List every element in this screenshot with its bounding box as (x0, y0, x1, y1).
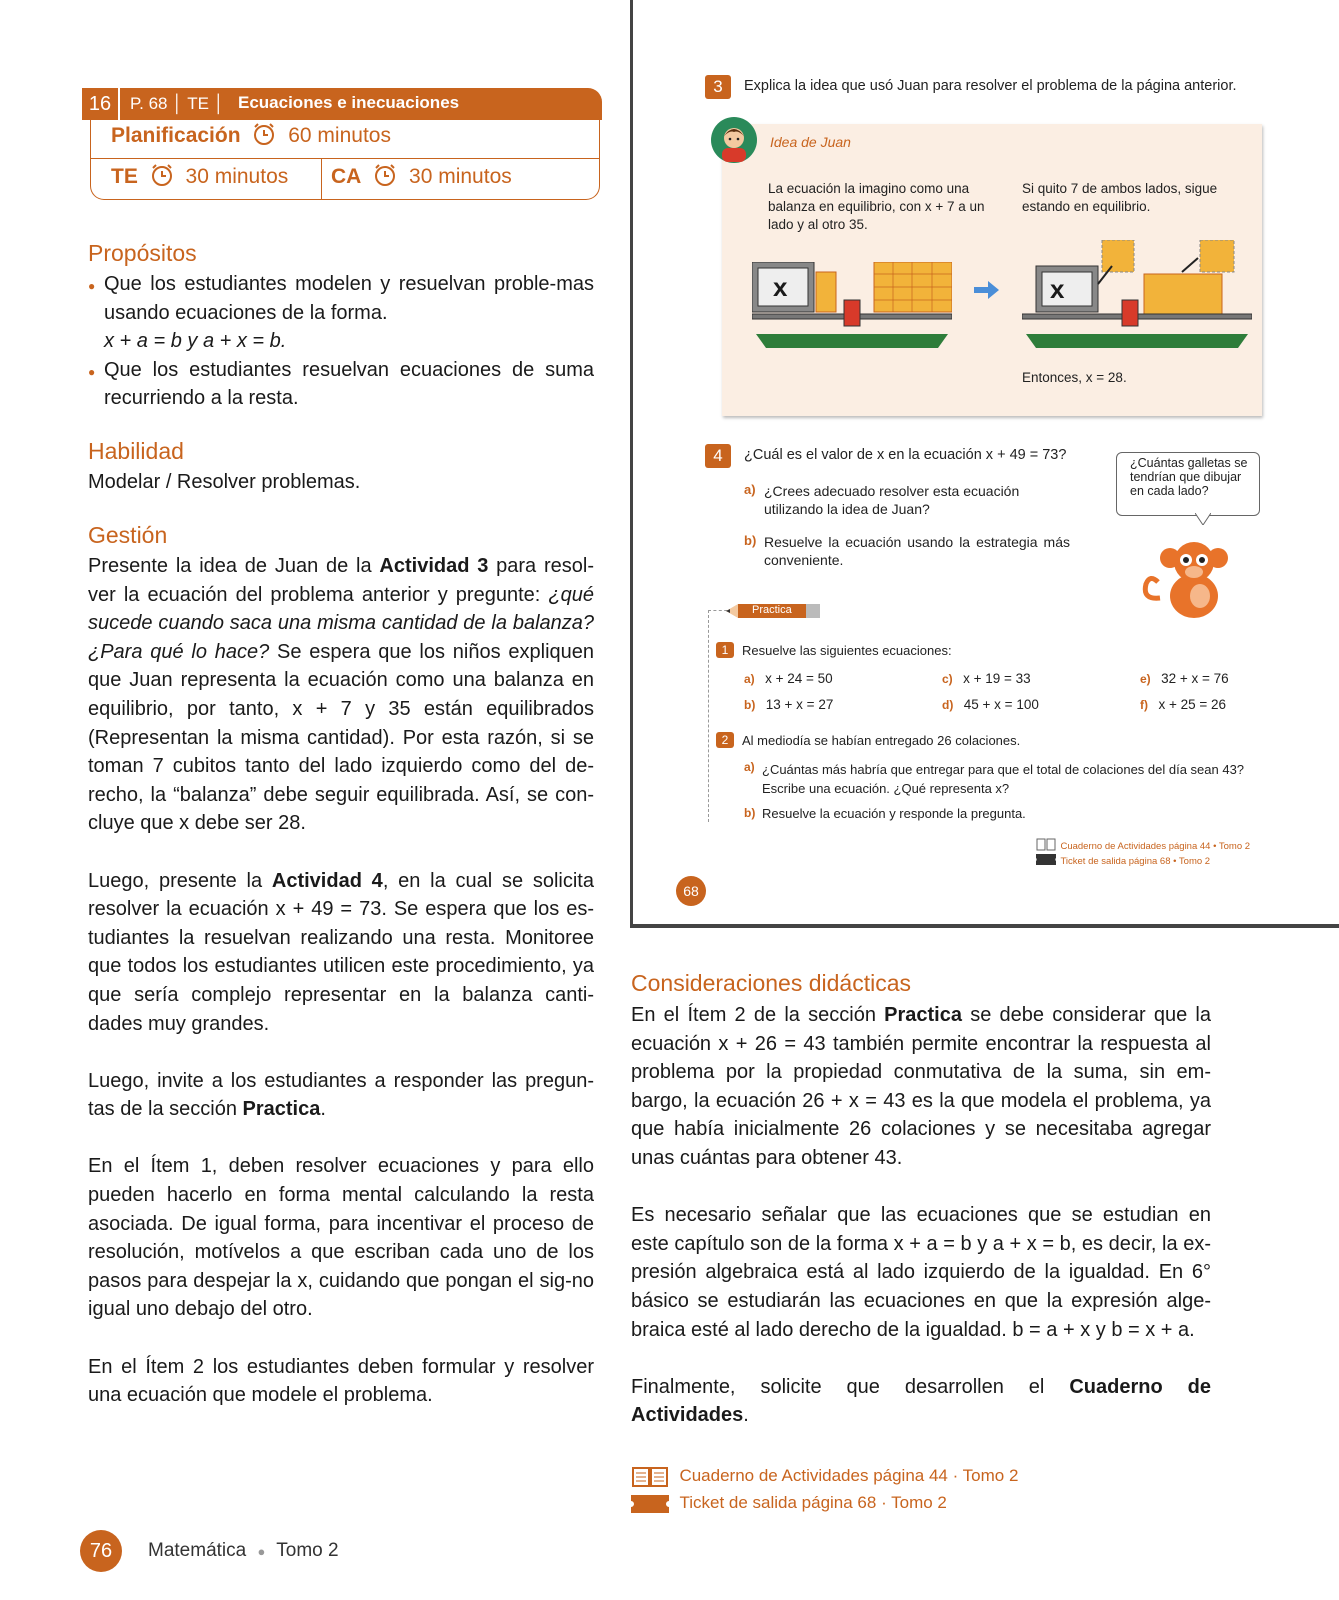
text: Se espera que los niños expliquen que Juan representa la ecuación como una balanza en equilibrio, por tanto, x + 7 y 35 están equilibrados (Representan la misma cantidad). Por esta razón, si se toman 7 cubitos tanto del lado izquierdo como del de-recho, la “balanza” debe seguir equilibrada. Así, se con-cluye que x debe ser 28. (88, 640, 594, 835)
reference-row (1036, 836, 1250, 851)
equation-item (942, 670, 1031, 688)
ticket-icon (1036, 854, 1056, 865)
equation-item (744, 696, 833, 714)
planning-row (111, 122, 391, 148)
ca-row (331, 163, 512, 189)
paragraph: En el Ítem 2 los estudiantes deben formular y resolver una ecuación que modele el problema. (88, 1355, 594, 1407)
equation-label: f) (1140, 698, 1148, 712)
planning-time: 60 minutos (288, 124, 391, 147)
lesson-number: 16 (82, 88, 120, 120)
arrow-right-icon (974, 280, 1000, 300)
equation-item (744, 670, 833, 688)
clock-icon (373, 163, 397, 187)
item-text: Resuelve la ecuación y responde la pregunta. (762, 806, 1026, 821)
activity-text: Explica la idea que usó Juan para resolver el problema de la página anterior. (744, 78, 1237, 94)
reference-row (1036, 851, 1250, 866)
te-time: 30 minutos (185, 165, 289, 188)
idea-right-text: Si quito 7 de ambos lados, sigue estando en equilibrio. (1022, 181, 1218, 214)
textbook-page-number: 68 (676, 876, 706, 906)
equation-label: b) (744, 698, 756, 712)
bullet-text: Que los estudiantes modelen y resuelvan proble-mas usando ecuaciones de la forma. (104, 273, 594, 324)
equation-text: 32 + x = 76 (1161, 671, 1229, 686)
paragraph: En el Ítem 1, deben resolver ecuaciones y para ello pueden hacerlo en forma mental calculando la resta asociada. De igual forma, para incentivar el proceso de resolución, motívelos a que escriban cada uno de los pasos para despejar la x, cuidando que pongan el sig-no igual uno debajo del otro. (88, 1155, 594, 1321)
activity-text: ¿Cuál es el valor de x en la ecuación x + 49 = 73? (744, 447, 1067, 463)
paragraph (88, 552, 594, 838)
equation-label: a) (744, 672, 755, 686)
divider (321, 158, 322, 200)
paragraph (631, 1373, 1211, 1430)
text: . (320, 1098, 326, 1121)
propositos-heading: Propósitos (88, 240, 197, 266)
practica-guide-line (708, 610, 709, 822)
gestion-heading: Gestión (88, 522, 168, 548)
planning-label: Planificación (111, 124, 241, 147)
paragraph (88, 1067, 594, 1124)
bullet-text: Que los estudiantes resuelvan ecuaciones de suma recurriendo a la resta. (104, 358, 594, 410)
reference-text: Ticket de salida página 68 · Tomo 2 (679, 1493, 947, 1512)
item-label: a) (744, 760, 755, 774)
item-number: 1 (716, 642, 734, 658)
monkey-icon (1140, 538, 1232, 622)
habilidad-text: Modelar / Resolver problemas. (88, 471, 361, 493)
item-text: ¿Cuántas más habría que entregar para que el total de colaciones del día sean 43? Escribe una ecuación. ¿Qué representa x? (762, 762, 1245, 796)
item-label: b) (744, 533, 757, 548)
reference-text: Cuaderno de Actividades página 44 · Tomo 2 (679, 1466, 1019, 1486)
text: se debe considerar que la ecuación x + 26 = 43 también permite encontrar la respuesta al problema por la propiedad conmutativa de la suma, sin em-bargo, la ecuación 26 + x = 43 es la que modela el problema, ya que había inicialmente 26 colaciones y se necesitaba agregar unas cuántas para obtener 43. (631, 1004, 1211, 1169)
paragraph (88, 867, 594, 1039)
text: , en la cual se solicita resolver la ecuación x + 49 = 73. Se espera que los es-tudiantes la resuelvan realizando una resta. Monitoree que todos los estudiantes utilicen este procedimiento, ya que sería complejo representar en la balanza canti-dades muy grandes. (88, 869, 594, 1035)
te-row (111, 163, 288, 189)
footer-dot: ● (257, 1544, 266, 1559)
equation-item (1140, 696, 1226, 714)
reference-text: Cuaderno de Actividades página 44 • Tomo 2 (1060, 841, 1251, 852)
lesson-header (82, 88, 602, 200)
reference-text: Ticket de salida página 68 • Tomo 2 (1060, 856, 1211, 867)
reference-row (631, 1493, 1018, 1520)
activity-number: 3 (705, 75, 731, 99)
unknown-x: x (773, 272, 788, 302)
divider (91, 158, 599, 159)
text: para resol-ver la ecuación del problema anterior y pregunte: (88, 555, 594, 606)
equation-label: d) (942, 698, 954, 712)
equation-text: 45 + x = 100 (963, 697, 1039, 712)
equation-label: e) (1140, 672, 1151, 686)
bold-text: Cuaderno de Actividades (631, 1375, 1211, 1427)
item-number: 2 (716, 732, 734, 748)
consideraciones-heading: Consideraciones didácticas (631, 970, 911, 996)
list-item (104, 356, 594, 413)
equation-item (942, 696, 1039, 714)
item-label: b) (744, 806, 756, 820)
habilidad-heading: Habilidad (88, 438, 184, 464)
equation-text: x + 19 = 33 (963, 671, 1031, 686)
clock-icon (150, 163, 174, 187)
idea-left-text: La ecuación la imagino como una balanza en equilibrio, con x + 7 a un lado y al otro 35. (768, 181, 985, 232)
text: En el Ítem 2 de la sección (631, 1004, 885, 1026)
notebook-icon (631, 1466, 669, 1488)
equation-item (1140, 670, 1229, 688)
guide-references (631, 1466, 1018, 1520)
footer-tomo: Tomo 2 (276, 1540, 339, 1561)
header-bar (82, 88, 602, 120)
text: Luego, invite a los estudiantes a responder las pregun-tas de la sección (88, 1069, 594, 1121)
paragraph (631, 1001, 1211, 1173)
bold-text: Actividad 3 (379, 555, 489, 577)
equation-label: c) (942, 672, 953, 686)
page-reference: P. 68 │ TE │ (130, 94, 225, 113)
juan-avatar-icon (710, 116, 758, 164)
text: Finalmente, solicite que desarrollen el (631, 1375, 1070, 1398)
ticket-icon (631, 1495, 669, 1513)
bold-text: Practica (242, 1098, 321, 1121)
propositos-list (104, 270, 594, 413)
reference-row (631, 1466, 1018, 1493)
bold-text: Practica (884, 1004, 962, 1026)
planning-box (90, 120, 600, 200)
formula: x + a = b y a + x = b. (104, 330, 287, 353)
footer-subject: Matemática (148, 1540, 247, 1561)
practica-label: Practica (752, 604, 792, 616)
idea-result: Entonces, x = 28. (1022, 370, 1127, 385)
book-references (1036, 836, 1250, 866)
consideraciones-body (631, 1001, 1211, 1430)
equation-text: x + 24 = 50 (765, 671, 833, 686)
item-text: Al mediodía se habían entregado 26 colaciones. (742, 733, 1021, 748)
bubble-tail (1195, 513, 1211, 525)
paragraph: Es necesario señalar que las ecuaciones que se estudian en este capítulo son de la forma x + a = b y a + x = b, es decir, la ex-presión algebraica está al lado izquierdo de la igualdad. En 6° básico se estudiarán las ecuaciones en que la expresión alge-braica esté al lado derecho de la igualdad. b = a + x y b = x + a. (631, 1204, 1211, 1341)
unknown-x: x (1050, 274, 1065, 304)
clock-icon (252, 122, 276, 146)
text: Presente la idea de Juan de la (88, 555, 380, 577)
ca-time: 30 minutos (409, 165, 512, 188)
lesson-title: Ecuaciones e inecuaciones (238, 93, 460, 112)
page-number: 76 (80, 1530, 122, 1572)
text: . (743, 1404, 749, 1427)
speech-bubble-text: ¿Cuántas galletas se tendrían que dibujar en cada lado? (1130, 456, 1248, 498)
equation-text: x + 25 = 26 (1158, 697, 1227, 712)
notebook-icon (1036, 838, 1056, 851)
footer-label (148, 1540, 339, 1562)
list-item (104, 270, 594, 327)
item-text: ¿Crees adecuado resolver esta ecuación utilizando la idea de Juan? (764, 483, 1020, 517)
gestion-body (88, 552, 594, 1410)
te-label: TE (111, 165, 138, 188)
item-text: Resuelve las siguientes ecuaciones: (742, 643, 952, 658)
idea-title: Idea de Juan (770, 134, 851, 150)
equation-grid (744, 670, 1244, 718)
equation-text: 13 + x = 27 (765, 697, 834, 712)
ca-label: CA (331, 165, 362, 188)
italic-text: ¿qué sucede cuando saca una misma cantidad de la balanza? ¿Para qué lo hace? (88, 583, 594, 663)
text: Luego, presente la (88, 869, 272, 892)
bold-text: Actividad 4 (271, 869, 383, 892)
item-label: a) (744, 482, 756, 497)
item-text: Resuelve la ecuación usando la estrategia más conveniente. (764, 534, 1070, 568)
activity-number: 4 (705, 444, 731, 468)
